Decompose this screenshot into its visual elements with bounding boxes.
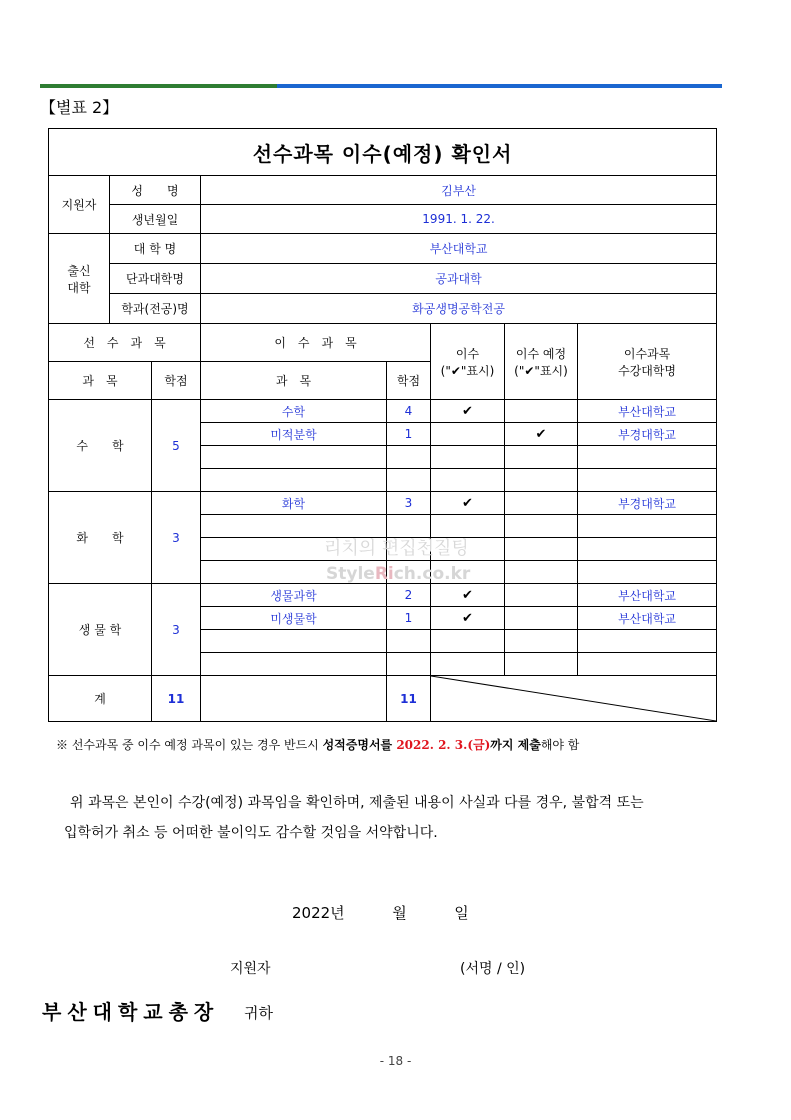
appendix-label: 【별표 2】 bbox=[40, 98, 119, 117]
course-university bbox=[578, 446, 717, 469]
course-university bbox=[578, 469, 717, 492]
course-university bbox=[578, 538, 717, 561]
prereq-credits: 3 bbox=[152, 584, 201, 676]
signature-field: (서명 / 인) bbox=[460, 961, 526, 977]
completed-credits: 4 bbox=[387, 400, 431, 423]
name-label: 성 명 bbox=[110, 176, 201, 205]
pledge-text bbox=[64, 788, 724, 848]
course-university: 부경대학교 bbox=[578, 423, 717, 446]
course-university: 부경대학교 bbox=[578, 492, 717, 515]
college-label: 단과대학명 bbox=[110, 264, 201, 294]
origin-label-line1: 출신 bbox=[67, 263, 91, 278]
course-university bbox=[578, 630, 717, 653]
planned-check bbox=[505, 400, 578, 423]
planned-check bbox=[505, 515, 578, 538]
planned-check bbox=[505, 653, 578, 676]
department-value: 화공생명공학전공 bbox=[201, 294, 717, 324]
completed-course: 화학 bbox=[201, 492, 387, 515]
credits-header: 학점 bbox=[387, 362, 431, 400]
planned-header-line1: 이수 예정 bbox=[515, 346, 567, 361]
course-university bbox=[578, 515, 717, 538]
prereq-header: 선 수 과 목 bbox=[49, 324, 201, 362]
planned-check bbox=[505, 492, 578, 515]
date-month: 월 bbox=[392, 904, 407, 922]
note-prefix: ※ 선수과목 중 이수 예정 과목이 있는 경우 반드시 bbox=[56, 738, 323, 752]
course-university bbox=[578, 561, 717, 584]
form-title: 선수과목 이수(예정) 확인서 bbox=[49, 129, 717, 176]
school-header bbox=[578, 324, 717, 400]
planned-check: ✔ bbox=[505, 423, 578, 446]
course-row bbox=[49, 492, 717, 515]
watermark-line1: 리치의 편집천질팅 bbox=[324, 538, 469, 559]
total-row bbox=[49, 676, 717, 722]
confirmation-form-table bbox=[48, 128, 717, 722]
birth-value: 1991. 1. 22. bbox=[201, 205, 717, 234]
prereq-credits-header: 학점 bbox=[152, 362, 201, 400]
course-header: 과 목 bbox=[201, 362, 387, 400]
diagonal-line bbox=[431, 676, 716, 721]
course-university: 부산대학교 bbox=[578, 607, 717, 630]
prereq-credits: 5 bbox=[152, 400, 201, 492]
planned-check bbox=[505, 446, 578, 469]
university-label: 대 학 명 bbox=[110, 234, 201, 264]
completed-check: ✔ bbox=[431, 607, 505, 630]
watermark-part-b: Ri bbox=[374, 564, 394, 584]
completed-check bbox=[431, 446, 505, 469]
top-rule-blue bbox=[277, 84, 722, 88]
completed-course bbox=[201, 446, 387, 469]
watermark-part-a: Style bbox=[326, 564, 375, 584]
watermark-line2 bbox=[326, 564, 470, 584]
completed-course: 미적분학 bbox=[201, 423, 387, 446]
origin-section-label bbox=[49, 234, 110, 324]
date-line bbox=[292, 902, 469, 923]
applicant-label: 지원자 bbox=[230, 961, 271, 977]
school-header-line1: 이수과목 bbox=[623, 346, 671, 361]
watermark-part-c: ch.co.kr bbox=[393, 564, 471, 584]
note-bold1: 성적증명서를 bbox=[322, 738, 397, 752]
completed-header bbox=[431, 324, 505, 400]
applicant-section-label: 지원자 bbox=[49, 176, 110, 234]
planned-check bbox=[505, 607, 578, 630]
prereq-subject: 수 학 bbox=[49, 400, 152, 492]
planned-header-line2: ("✔"표시) bbox=[514, 363, 568, 378]
completed-credits bbox=[387, 469, 431, 492]
prereq-course-header: 과 목 bbox=[49, 362, 152, 400]
top-rule bbox=[40, 84, 722, 88]
completed-credits bbox=[387, 446, 431, 469]
planned-header bbox=[505, 324, 578, 400]
planned-check bbox=[505, 538, 578, 561]
course-university: 부산대학교 bbox=[578, 584, 717, 607]
school-header-line2: 수강대학명 bbox=[618, 363, 677, 378]
completed-course: 수학 bbox=[201, 400, 387, 423]
completed-check bbox=[431, 653, 505, 676]
planned-check bbox=[505, 584, 578, 607]
top-rule-green bbox=[40, 84, 277, 88]
completed-credits bbox=[387, 653, 431, 676]
university-value: 부산대학교 bbox=[201, 234, 717, 264]
addressee: 귀하 bbox=[244, 1004, 273, 1022]
completed-check bbox=[431, 423, 505, 446]
completed-course bbox=[201, 653, 387, 676]
page-number: - 18 - bbox=[379, 1054, 412, 1068]
planned-check bbox=[505, 561, 578, 584]
planned-check bbox=[505, 630, 578, 653]
completed-course: 미생물학 bbox=[201, 607, 387, 630]
date-year: 2022년 bbox=[292, 904, 345, 922]
date-day: 일 bbox=[454, 904, 469, 922]
completed-check: ✔ bbox=[431, 400, 505, 423]
completed-courses-header: 이 수 과 목 bbox=[201, 324, 431, 362]
completed-check bbox=[431, 469, 505, 492]
submission-note bbox=[56, 736, 579, 753]
birth-label: 생년월일 bbox=[110, 205, 201, 234]
total-empty-course bbox=[201, 676, 387, 722]
planned-check bbox=[505, 469, 578, 492]
completed-credits: 1 bbox=[387, 423, 431, 446]
completed-credits: 3 bbox=[387, 492, 431, 515]
completed-course bbox=[201, 469, 387, 492]
origin-label-line2: 대학 bbox=[67, 280, 91, 295]
pledge-line2: 입학허가 취소 등 어떠한 불이익도 감수할 것임을 서약합니다. bbox=[64, 825, 438, 841]
department-label: 학과(전공)명 bbox=[110, 294, 201, 324]
completed-course bbox=[201, 630, 387, 653]
completed-check: ✔ bbox=[431, 584, 505, 607]
prereq-credits: 3 bbox=[152, 492, 201, 584]
president-title: 부산대학교총장 bbox=[42, 1000, 220, 1024]
completed-header-line1: 이수 bbox=[455, 346, 480, 361]
completed-course: 생물과학 bbox=[201, 584, 387, 607]
prereq-subject: 화 학 bbox=[49, 492, 152, 584]
total-label: 계 bbox=[49, 676, 152, 722]
note-deadline: 2022. 2. 3.(금) bbox=[396, 738, 491, 752]
course-row bbox=[49, 584, 717, 607]
note-suffix: 해야 함 bbox=[540, 738, 580, 752]
name-value: 김부산 bbox=[201, 176, 717, 205]
total-completed-credits: 11 bbox=[387, 676, 431, 722]
completed-check bbox=[431, 630, 505, 653]
total-diagonal-cell bbox=[431, 676, 717, 722]
completed-credits: 1 bbox=[387, 607, 431, 630]
completed-header-line2: ("✔"표시) bbox=[440, 363, 495, 378]
completed-credits: 2 bbox=[387, 584, 431, 607]
course-university bbox=[578, 653, 717, 676]
completed-credits bbox=[387, 630, 431, 653]
course-row bbox=[49, 400, 717, 423]
prereq-subject: 생 물 학 bbox=[49, 584, 152, 676]
completed-check: ✔ bbox=[431, 492, 505, 515]
course-university: 부산대학교 bbox=[578, 400, 717, 423]
note-bold2: 까지 제출 bbox=[490, 738, 541, 752]
college-value: 공과대학 bbox=[201, 264, 717, 294]
total-prereq-credits: 11 bbox=[152, 676, 201, 722]
pledge-line1: 위 과목은 본인이 수강(예정) 과목임을 확인하며, 제출된 내용이 사실과 다를 경우, 불합격 또는 bbox=[70, 795, 644, 811]
